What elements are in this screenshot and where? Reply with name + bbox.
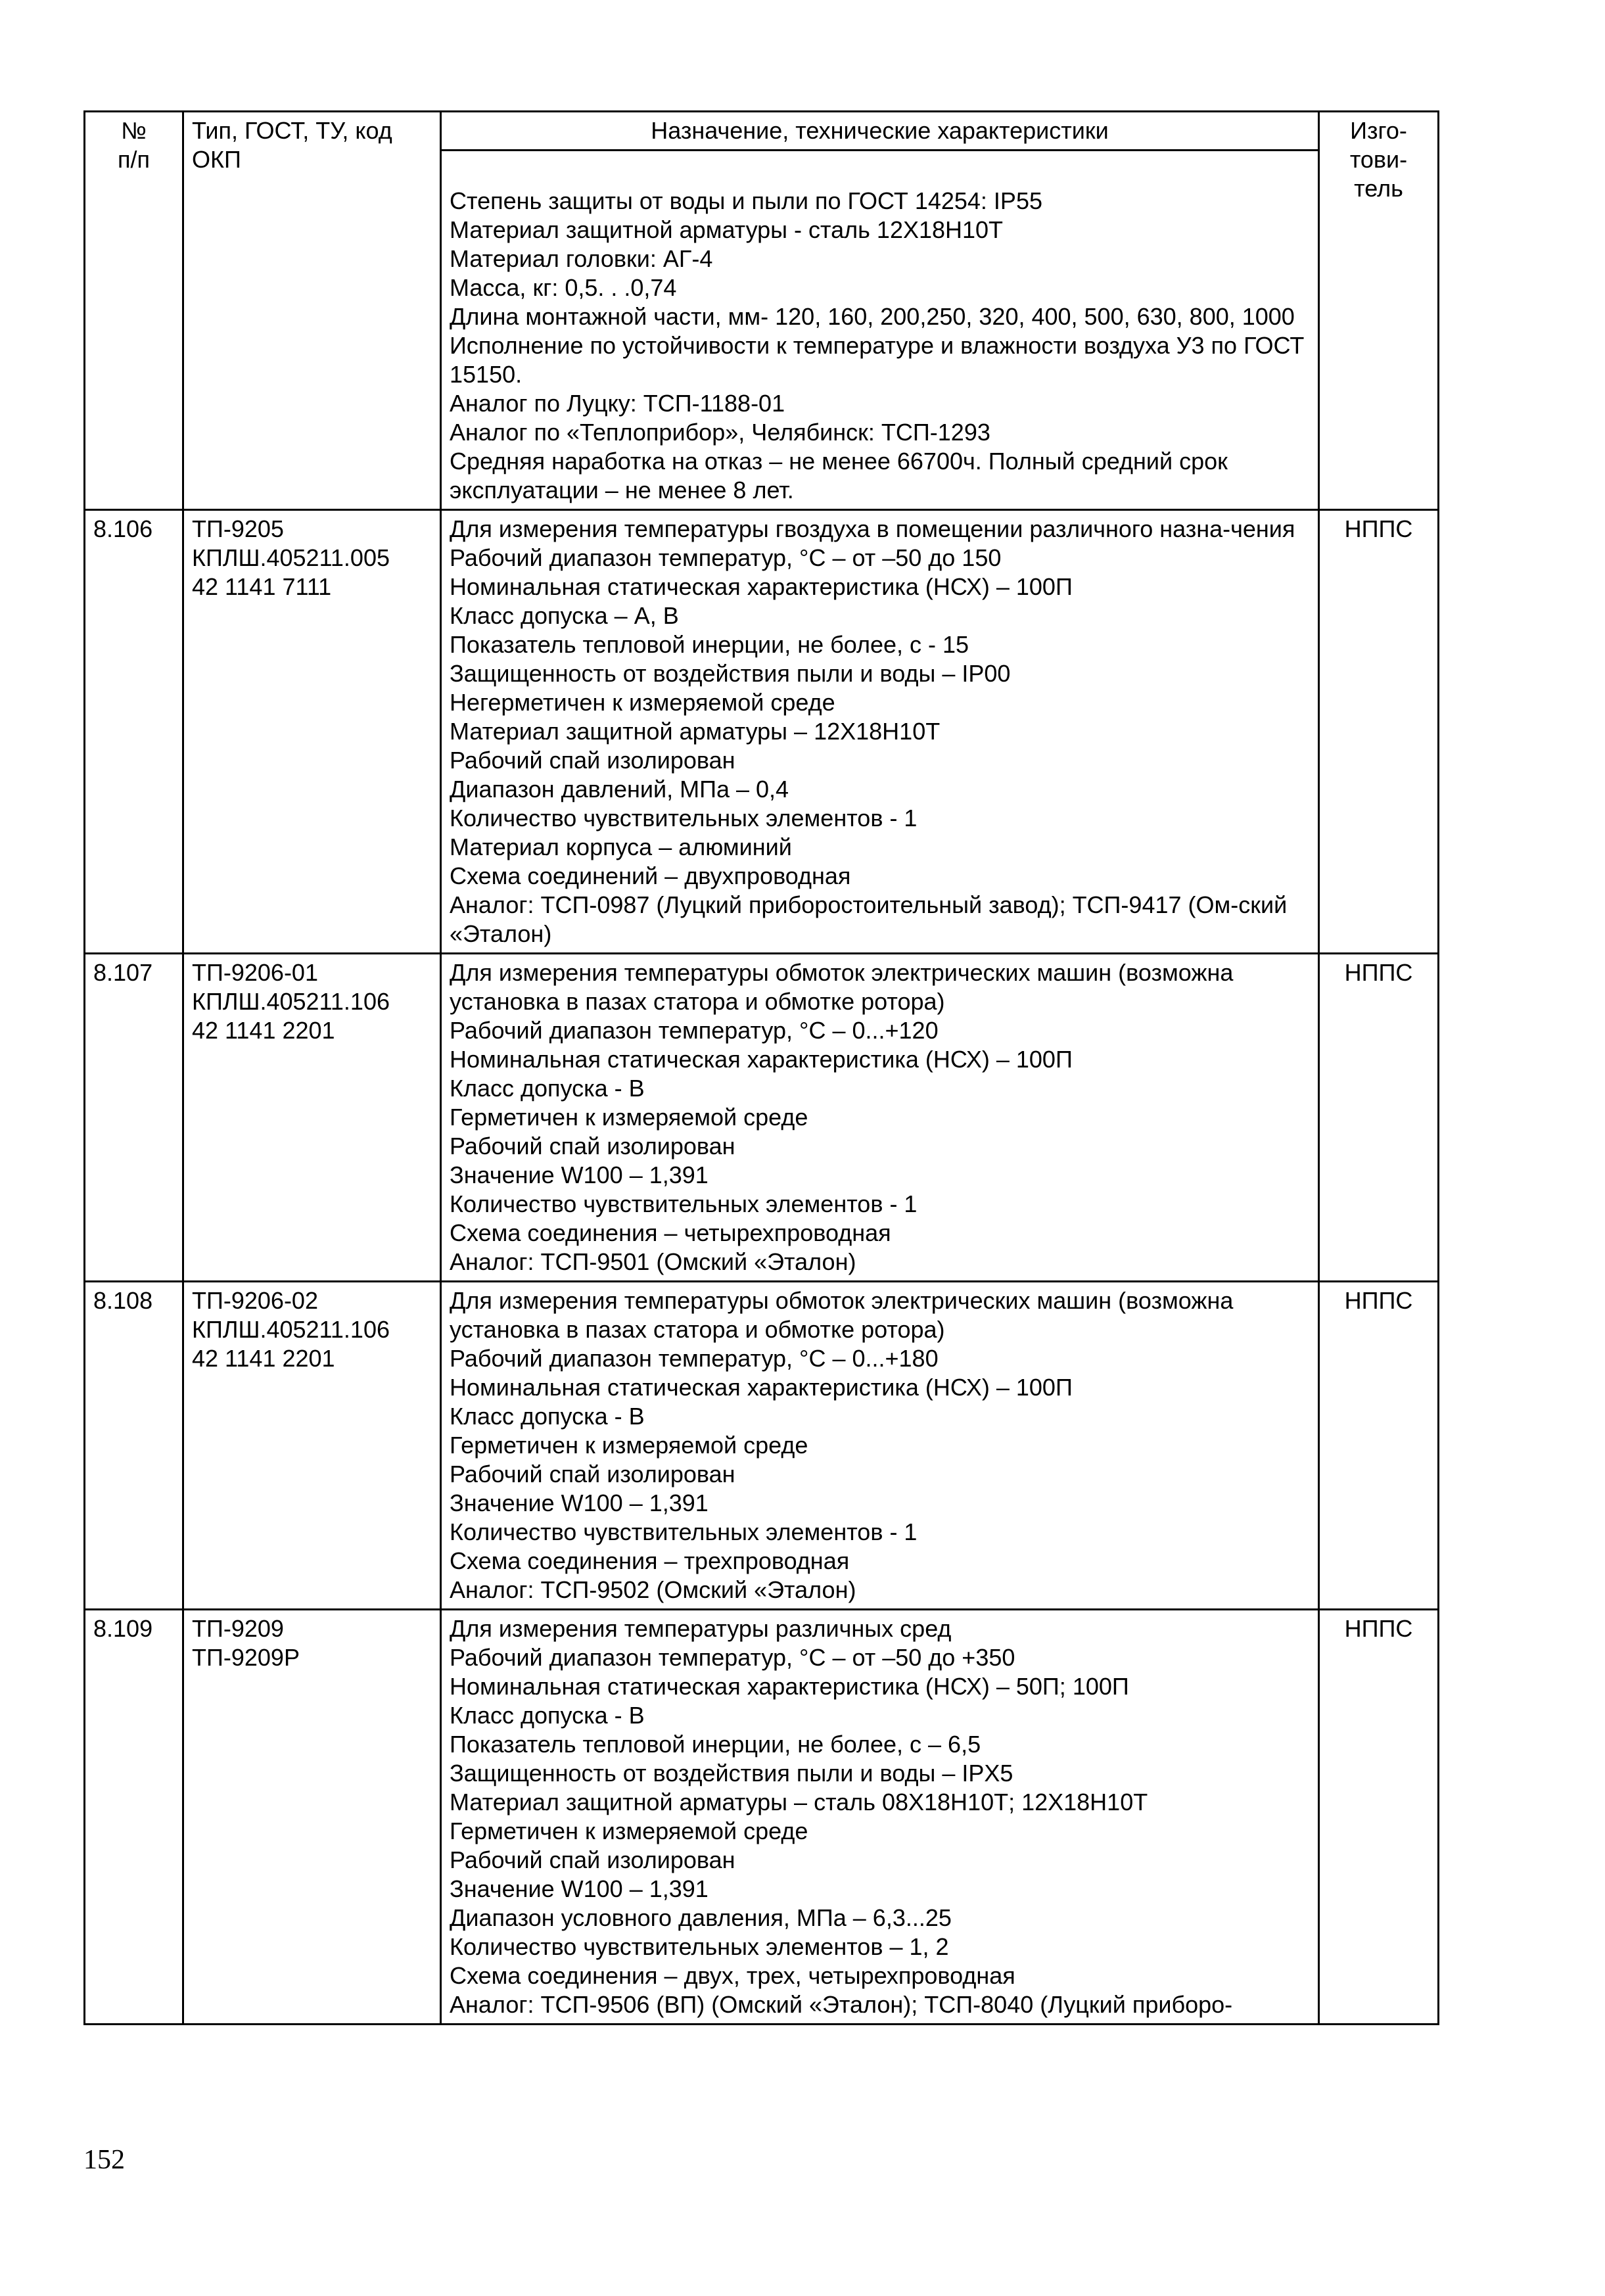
description-line: Для измерения температуры различных сред (450, 1615, 952, 1642)
description-line: Длина монтажной части, мм- 120, 160, 200,250, 320, 400, 500, 630, 800, 1000 (450, 303, 1295, 330)
description-line: Класс допуска - В (450, 1702, 645, 1729)
description-line: Рабочий спай изолирован (450, 1461, 735, 1488)
item-description (441, 510, 1319, 954)
description-line: Рабочий диапазон температур, °С – от –50 до +350 (450, 1644, 1015, 1671)
header-manufacturer-line-2: тови- (1349, 146, 1408, 173)
item-manufacturer: НППС (1319, 1282, 1439, 1610)
table-row (85, 954, 1439, 1282)
description-line: Герметичен к измеряемой среде (450, 1104, 808, 1131)
continuation-description (441, 151, 1319, 510)
item-number: 8.107 (85, 954, 183, 1282)
type-code-line: ТП-9206-02 (192, 1287, 318, 1314)
description-line: Масса, кг: 0,5. . .0,74 (450, 274, 677, 301)
description-line: Аналог: ТСП-9502 (Омский «Эталон) (450, 1576, 856, 1603)
header-description (441, 112, 1319, 151)
item-description (441, 954, 1319, 1282)
description-line: Аналог по Луцку: ТСП-1188-01 (450, 390, 785, 417)
description-line: Диапазон давлений, МПа – 0,4 (450, 776, 789, 803)
item-type-codes (183, 510, 441, 954)
description-line: Для измерения температуры обмоток электрических машин (возможна установка в пазах статора и обмотке ротора) (450, 1287, 1240, 1343)
description-line: Схема соединения – четырехпроводная (450, 1219, 891, 1246)
item-type-codes (183, 954, 441, 1282)
description-line: Схема соединений – двухпроводная (450, 862, 851, 889)
description-line: Схема соединения – двух, трех, четырехпроводная (450, 1962, 1015, 1989)
description-line: Показатель тепловой инерции, не более, с – 6,5 (450, 1731, 981, 1758)
type-code-line: 42 1141 2201 (192, 1345, 335, 1372)
description-line: Материал корпуса – алюминий (450, 833, 792, 860)
header-number-line-1: № (121, 117, 147, 144)
description-line: Показатель тепловой инерции, не более, с - 15 (450, 631, 969, 658)
type-code-line: 42 1141 2201 (192, 1017, 335, 1044)
description-line: Номинальная статическая характеристика (НСХ) – 100П (450, 1374, 1073, 1401)
type-code-line: ТП-9209Р (192, 1644, 300, 1671)
header-type-line-1: Тип, ГОСТ, ТУ, код (192, 117, 392, 144)
item-number: 8.106 (85, 510, 183, 954)
description-line: Диапазон условного давления, МПа – 6,3...25 (450, 1904, 952, 1931)
description-line: Рабочий спай изолирован (450, 1133, 735, 1160)
header-manufacturer-line-3: тель (1354, 175, 1403, 202)
description-line: Материал головки: АГ-4 (450, 245, 713, 272)
description-line: Аналог по «Теплоприбор», Челябинск: ТСП-1293 (450, 419, 990, 446)
description-line: Класс допуска - В (450, 1403, 645, 1430)
table-row (85, 1282, 1439, 1610)
description-line: Схема соединения – трехпроводная (450, 1547, 850, 1574)
description-line: Степень защиты от воды и пыли по ГОСТ 14254: IP55 (450, 187, 1042, 214)
description-line: Для измерения температуры гвоздуха в помещении различного назна-чения (450, 515, 1295, 542)
item-description (441, 1610, 1319, 2025)
description-line: Количество чувствительных элементов - 1 (450, 1518, 918, 1545)
item-manufacturer: НППС (1319, 1610, 1439, 2025)
description-line: Рабочий спай изолирован (450, 747, 735, 774)
description-line: Материал защитной арматуры - сталь 12Х18Н10Т (450, 216, 1004, 243)
description-line: Рабочий диапазон температур, °С – 0...+180 (450, 1345, 939, 1372)
type-code-line: ТП-9209 (192, 1615, 284, 1642)
type-code-line: КПЛШ.405211.106 (192, 1316, 390, 1343)
description-line: Класс допуска - В (450, 1075, 645, 1102)
description-line: Аналог: ТСП-0987 (Луцкий приборостоительный завод); ТСП-9417 (Ом-ский «Эталон) (450, 891, 1294, 947)
description-line: Номинальная статическая характеристика (НСХ) – 100П (450, 1046, 1073, 1073)
description-line: Средняя наработка на отказ – не менее 66700ч. Полный средний срок эксплуатации – не менее 8 лет. (450, 448, 1234, 504)
item-number: 8.108 (85, 1282, 183, 1610)
header-manufacturer (1319, 112, 1439, 510)
description-line: Значение W100 – 1,391 (450, 1489, 709, 1516)
description-line: Количество чувствительных элементов – 1, 2 (450, 1933, 949, 1960)
item-number: 8.109 (85, 1610, 183, 2025)
item-manufacturer: НППС (1319, 510, 1439, 954)
type-code-line: 42 1141 7111 (192, 573, 332, 600)
description-line: Материал защитной арматуры – сталь 08Х18Н10Т; 12Х18Н10Т (450, 1789, 1148, 1816)
type-code-line: ТП-9206-01 (192, 959, 318, 986)
header-row (85, 112, 1439, 151)
description-line: Исполнение по устойчивости к температуре и влажности воздуха У3 по ГОСТ 15150. (450, 332, 1311, 388)
item-manufacturer: НППС (1319, 954, 1439, 1282)
page-number: 152 (83, 2145, 125, 2175)
description-line: Значение W100 – 1,391 (450, 1875, 709, 1902)
description-line: Значение W100 – 1,391 (450, 1161, 709, 1188)
description-line: Рабочий диапазон температур, °С – 0...+120 (450, 1017, 939, 1044)
description-line: Защищенность от воздействия пыли и воды – IP00 (450, 660, 1011, 687)
description-line: Рабочий диапазон температур, °С – от –50 до 150 (450, 544, 1002, 571)
type-code-line: ТП-9205 (192, 515, 284, 542)
description-line: Количество чувствительных элементов - 1 (450, 805, 918, 832)
header-manufacturer-line-1: Изго- (1350, 117, 1407, 144)
description-line: Материал защитной арматуры – 12Х18Н10Т (450, 718, 941, 745)
description-line: Для измерения температуры обмоток электрических машин (возможна установка в пазах статора и обмотке ротора) (450, 959, 1240, 1015)
table-row (85, 510, 1439, 954)
header-description-line-1: Назначение, технические характеристики (651, 117, 1109, 144)
description-line: Негерметичен к измеряемой среде (450, 689, 835, 716)
description-line: Защищенность от воздействия пыли и воды – IPX5 (450, 1760, 1013, 1787)
header-type (183, 112, 441, 510)
type-code-line: КПЛШ.405211.005 (192, 544, 390, 571)
item-description (441, 1282, 1319, 1610)
description-line: Рабочий спай изолирован (450, 1846, 735, 1873)
type-code-line: КПЛШ.405211.106 (192, 988, 390, 1015)
header-type-line-2: ОКП (192, 146, 241, 173)
table-row (85, 1610, 1439, 2025)
item-type-codes (183, 1282, 441, 1610)
description-line: Класс допуска – А, В (450, 602, 679, 629)
description-line: Аналог: ТСП-9501 (Омский «Эталон) (450, 1248, 856, 1275)
description-line: Номинальная статическая характеристика (НСХ) – 50П; 100П (450, 1673, 1129, 1700)
description-line: Аналог: ТСП-9506 (ВП) (Омский «Эталон); ТСП-8040 (Луцкий приборо- (450, 1991, 1233, 2018)
header-number-line-2: п/п (118, 146, 150, 173)
item-type-codes (183, 1610, 441, 2025)
description-line: Герметичен к измеряемой среде (450, 1817, 808, 1844)
description-line: Герметичен к измеряемой среде (450, 1432, 808, 1459)
description-line: Номинальная статическая характеристика (НСХ) – 100П (450, 573, 1073, 600)
description-line: Количество чувствительных элементов - 1 (450, 1190, 918, 1217)
header-number (85, 112, 183, 510)
specification-table (83, 110, 1439, 2025)
